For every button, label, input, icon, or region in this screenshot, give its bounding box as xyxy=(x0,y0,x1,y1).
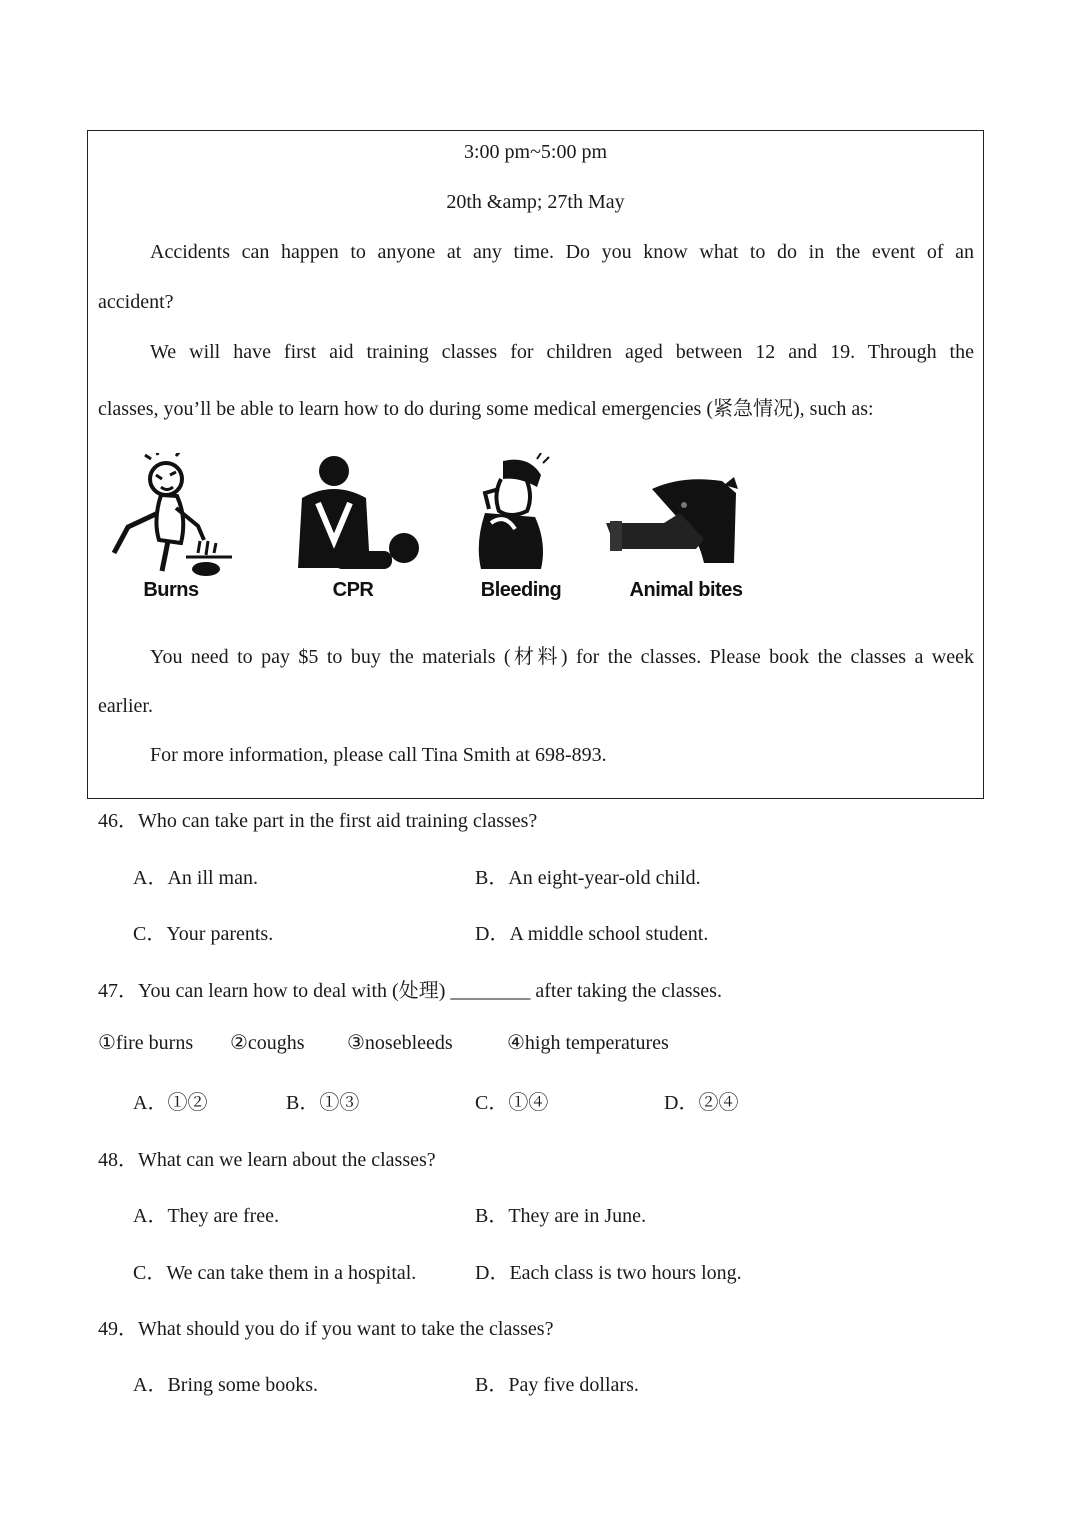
bleeding-icon xyxy=(451,453,591,578)
question-48-option-d[interactable]: D．Each class is two hours long. xyxy=(475,1262,742,1284)
question-46-stem: 46．Who can take part in the first aid training classes? xyxy=(98,810,538,832)
animal-bites-label: Animal bites xyxy=(629,579,743,601)
paragraph-1-line-2: accident? xyxy=(98,291,174,313)
question-49-option-b[interactable]: B．Pay five dollars. xyxy=(475,1374,639,1396)
question-47-item-1: ①fire burns xyxy=(98,1032,194,1054)
question-46-option-a[interactable]: A．An ill man. xyxy=(133,867,258,889)
picture-burns xyxy=(106,453,236,613)
question-47-item-3: ③nosebleeds xyxy=(347,1032,453,1054)
cpr-label: CPR xyxy=(332,579,374,601)
question-47-option-a[interactable]: A．①② xyxy=(133,1092,208,1114)
burns-icon xyxy=(106,453,236,578)
paragraph-2-line-1: We will have first aid training classes for children aged between 12 and 19. Through the xyxy=(150,341,974,363)
paragraph-3-line-1: You need to pay $5 to buy the materials (材料) for the classes. Please book the classes a week xyxy=(150,646,974,668)
question-46-option-c[interactable]: C．Your parents. xyxy=(133,923,274,945)
question-47-option-c[interactable]: C．①④ xyxy=(475,1092,549,1114)
question-46-option-b[interactable]: B．An eight-year-old child. xyxy=(475,867,701,889)
notice-box xyxy=(87,130,984,799)
paragraph-1-line-1: Accidents can happen to anyone at any time. Do you know what to do in the event of an xyxy=(150,241,974,263)
burns-label: Burns xyxy=(143,579,199,601)
picture-bleeding xyxy=(451,453,591,613)
question-48-option-b[interactable]: B．They are in June. xyxy=(475,1205,647,1227)
picture-cpr xyxy=(278,453,428,613)
question-49-stem: 49．What should you do if you want to take the classes? xyxy=(98,1318,554,1340)
question-47-stem: 47．You can learn how to deal with (处理) ________ after taking the classes. xyxy=(98,980,722,1002)
question-47-item-4: ④high temperatures xyxy=(507,1032,669,1054)
paragraph-3-line-2: earlier. xyxy=(98,695,153,717)
notice-time: 3:00 pm~5:00 pm xyxy=(463,141,608,163)
question-48-stem: 48．What can we learn about the classes? xyxy=(98,1149,436,1171)
question-49-option-a[interactable]: A．Bring some books. xyxy=(133,1374,318,1396)
question-48-option-a[interactable]: A．They are free. xyxy=(133,1205,280,1227)
notice-date: 20th &amp; 27th May xyxy=(446,191,625,213)
cpr-icon xyxy=(278,453,428,578)
picture-animal-bites xyxy=(606,453,766,613)
question-46-option-d[interactable]: D．A middle school student. xyxy=(475,923,709,945)
paragraph-2-line-2: classes, you’ll be able to learn how to do during some medical emergencies (紧急情况), such as: xyxy=(98,398,874,420)
question-48-option-c[interactable]: C．We can take them in a hospital. xyxy=(133,1262,417,1284)
bleeding-label: Bleeding xyxy=(480,579,562,601)
question-47-option-b[interactable]: B．①③ xyxy=(286,1092,360,1114)
contact-info: For more information, please call Tina Smith at 698-893. xyxy=(150,744,607,766)
animal-bites-icon xyxy=(606,453,766,578)
emergency-pictures xyxy=(106,453,766,613)
question-47-item-2: ②coughs xyxy=(230,1032,305,1054)
question-47-option-d[interactable]: D．②④ xyxy=(664,1092,739,1114)
